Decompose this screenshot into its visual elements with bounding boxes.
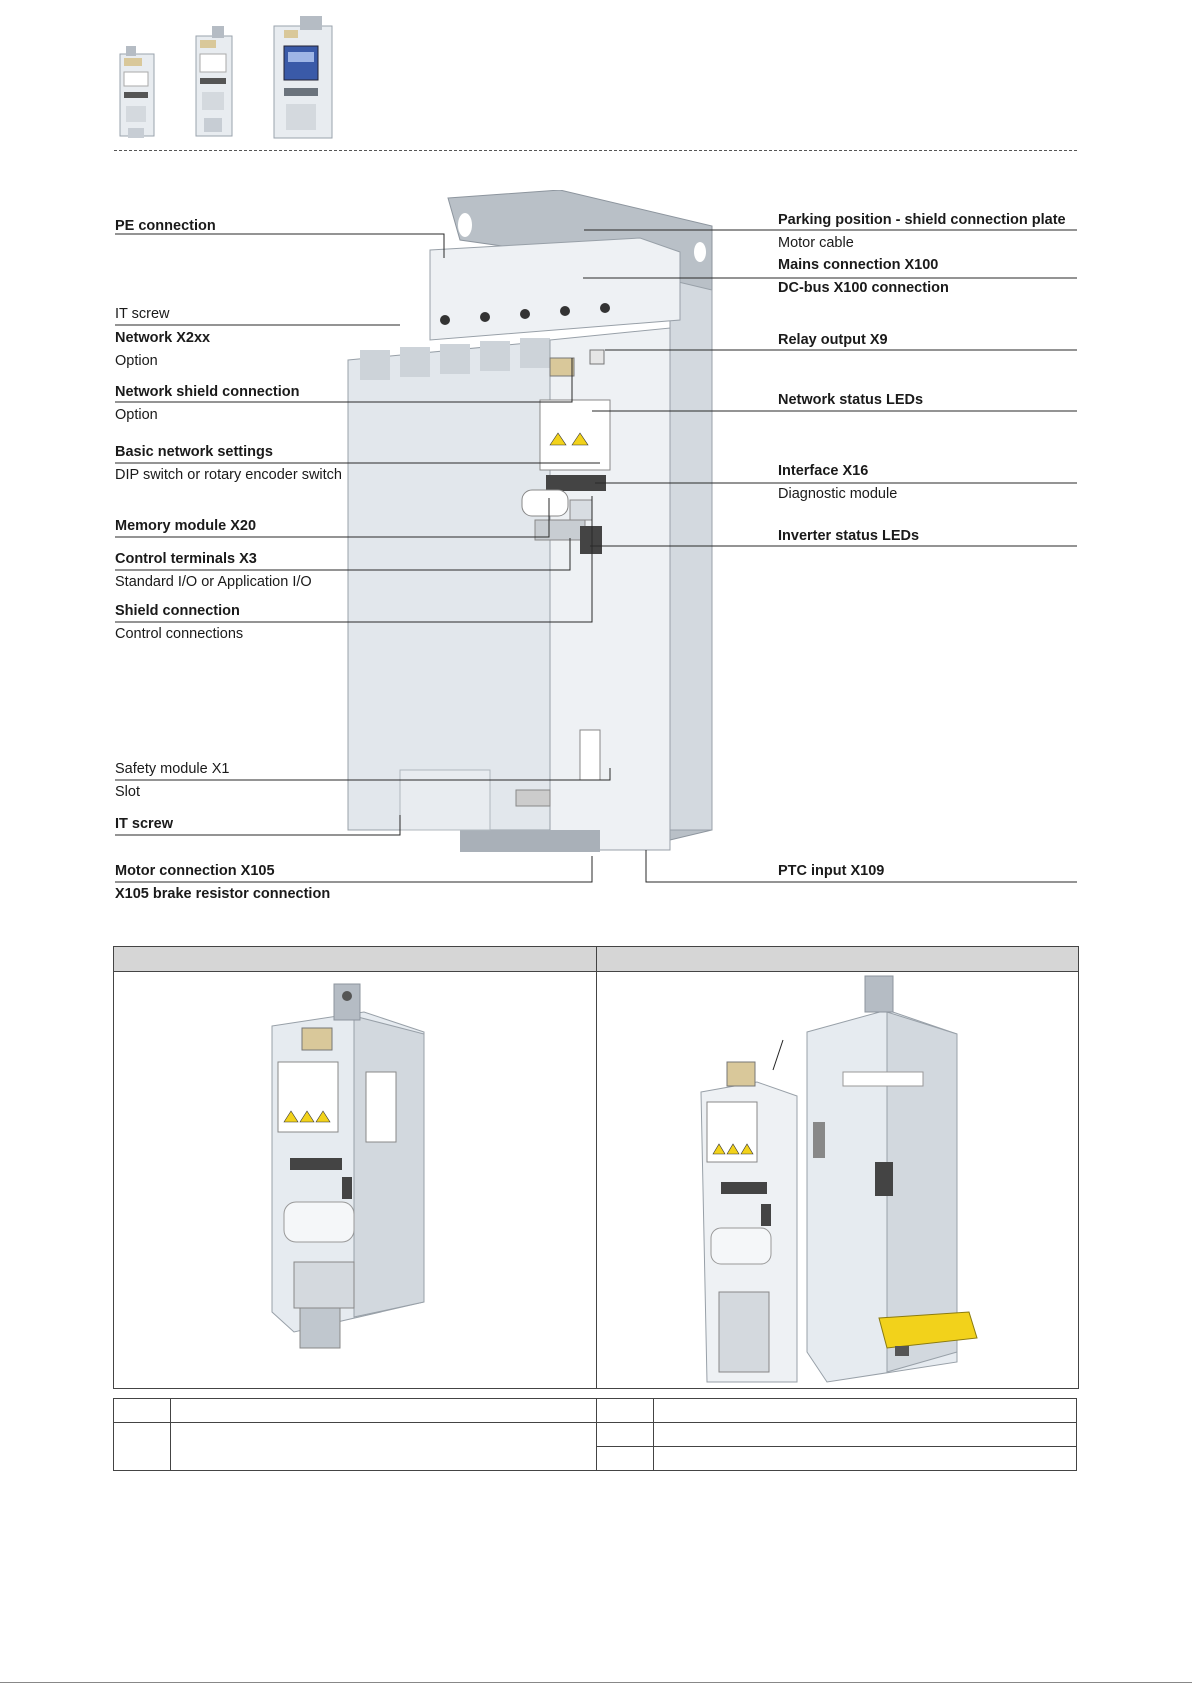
info-cell [654,1423,1077,1447]
page-footer-rule [0,1682,1192,1683]
comparison-header-left [114,947,597,972]
memory-module-title: Memory module X20 [115,518,257,534]
inverter-large-keypad-icon [270,16,338,140]
inverter-with-network-module-icon [114,972,596,1388]
brake-resistor-title: X105 brake resistor connection [115,886,331,902]
network-leds-title: Network status LEDs [778,392,924,408]
info-cell [114,1423,171,1471]
info-cell [597,1399,654,1423]
ptc-input-title: PTC input X109 [778,863,885,879]
info-cell [114,1399,171,1423]
inverter-with-safety-module-icon [597,972,1078,1388]
inverter-medium-icon [190,26,240,140]
basic-network-sub: DIP switch or rotary encoder switch [115,467,342,483]
safety-module-label: Safety module X1 [115,761,230,777]
control-terminals-title: Control terminals X3 [115,551,257,567]
basic-network-title: Basic network settings [115,444,273,460]
inverter-leds-title: Inverter status LEDs [778,528,920,544]
interface-x16-title: Interface X16 [778,463,869,479]
it-screw-bottom-title: IT screw [115,816,174,832]
comparison-photo-left-cell [114,972,597,1389]
info-cell [654,1399,1077,1423]
comparison-header-right [597,947,1079,972]
inverter-device-icon [340,190,720,880]
info-grid [113,1398,1077,1471]
parking-position-sub: Motor cable [778,235,854,251]
dc-bus-title: DC-bus X100 connection [778,280,949,296]
shield-connection-title: Shield connection [115,603,240,619]
relay-output-title: Relay output X9 [778,332,888,348]
pe-connection-title: PE connection [115,218,216,234]
slot-label: Slot [115,784,140,800]
info-cell [654,1447,1077,1471]
interface-x16-sub: Diagnostic module [778,486,898,502]
info-cell [597,1423,654,1447]
control-terminals-sub: Standard I/O or Application I/O [115,574,312,590]
shield-connection-sub: Control connections [115,626,244,642]
parking-position-title: Parking position - shield connection plate [778,212,1066,228]
info-cell [597,1447,654,1471]
inverter-small-icon [114,46,162,142]
network-x2xx-title: Network X2xx [115,330,211,346]
network-shield-title: Network shield connection [115,384,300,400]
comparison-photo-right-cell [597,972,1079,1389]
it-screw-top-label: IT screw [115,306,170,322]
section-divider [114,150,1077,151]
motor-connection-title: Motor connection X105 [115,863,275,879]
info-cell [171,1399,597,1423]
network-shield-sub: Option [115,407,158,423]
info-cell [171,1423,597,1471]
mains-connection-title: Mains connection X100 [778,257,939,273]
comparison-table [113,946,1079,1389]
network-x2xx-sub: Option [115,353,158,369]
